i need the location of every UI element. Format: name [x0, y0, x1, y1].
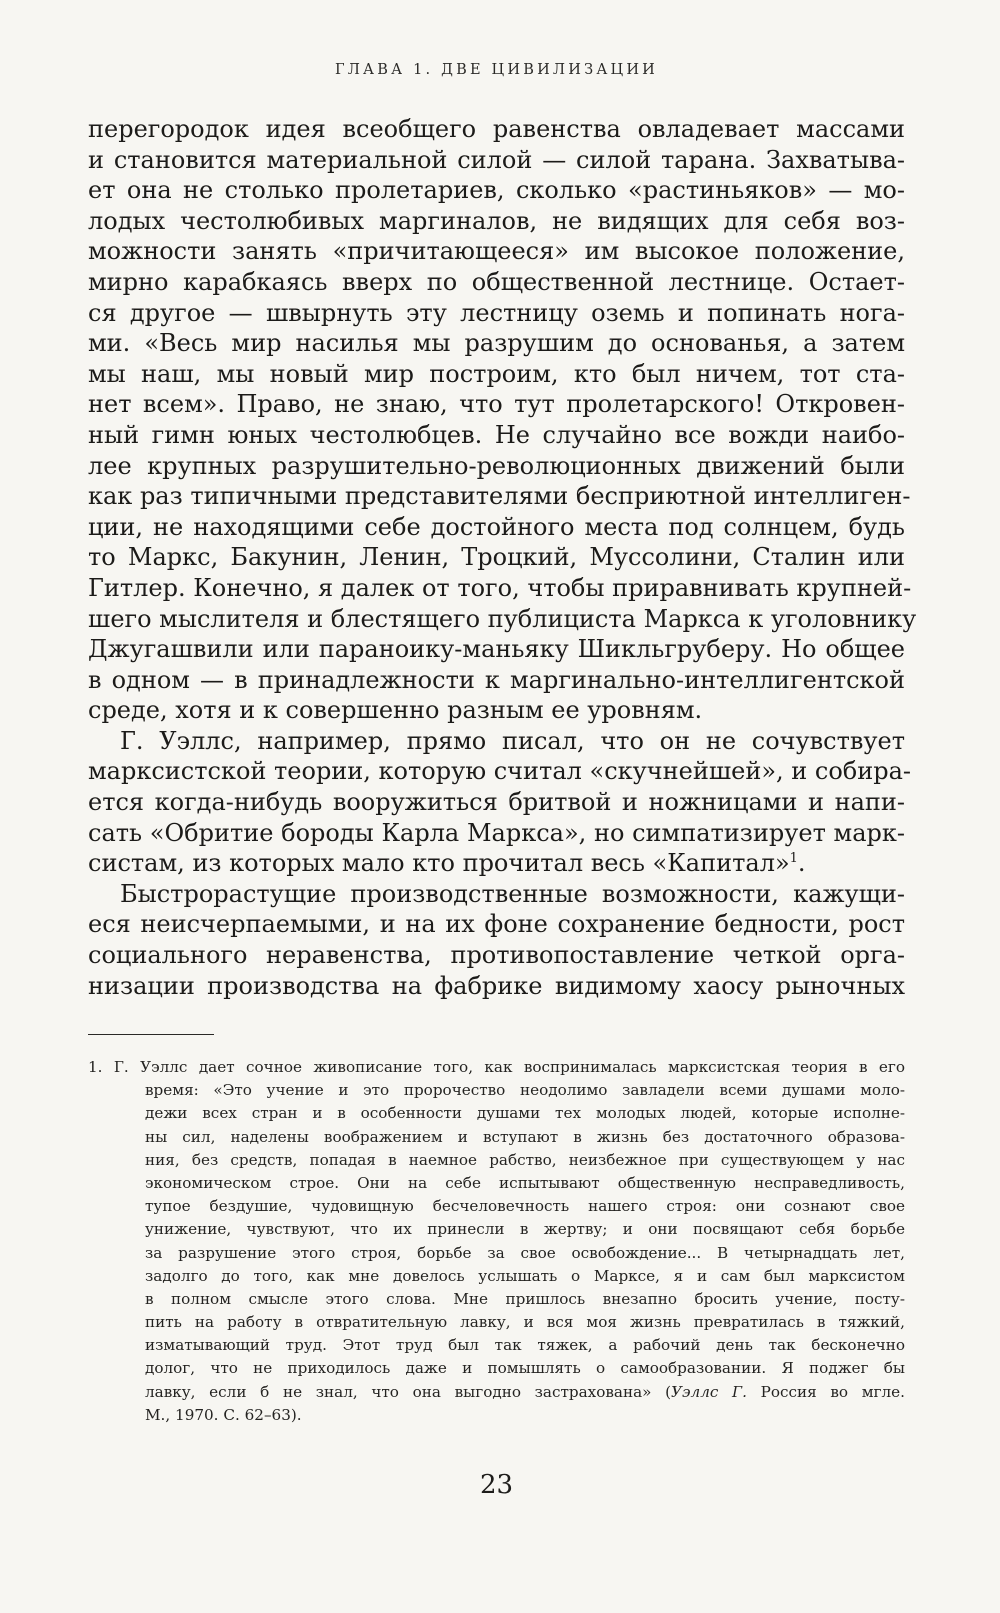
- footnote-line: в полном смысле этого слова. Мне пришлось внезапно бросить учение, посту-: [145, 1289, 905, 1308]
- text-line: то Маркс, Бакунин, Ленин, Троцкий, Муссолини, Сталин или: [88, 543, 905, 572]
- text-line: лее крупных разрушительно-революционных движений были: [88, 451, 905, 480]
- footnote-line: дежи всех стран и в особенности душами тех молодых людей, которые исполне-: [145, 1104, 905, 1123]
- text-line: Быстрорастущие производственные возможности, кажущи-: [120, 879, 905, 908]
- footnote-line: задолго до того, как мне довелось услышать о Марксе, я и сам был марксистом: [145, 1266, 905, 1285]
- text-line: как раз типичными представителями бесприютной интеллиген-: [88, 482, 911, 511]
- text-line: сать «Обритие бороды Карла Маркса», но симпатизирует марк-: [88, 818, 905, 847]
- footnote-line: унижение, чувствуют, что их принесли в жертву; и они посвящают себя борьбе: [145, 1220, 905, 1239]
- text-line: ется когда-нибудь вооружиться бритвой и ножницами и напи-: [88, 788, 905, 817]
- footnote-line: время: «Это учение и это пророчество неодолимо завладели всеми душами моло-: [145, 1081, 905, 1100]
- text-line-with-footnote-ref: систам, из которых мало кто прочитал весь «Капитал»$^1$.: [88, 849, 806, 878]
- footnote-text: лавку, если б не знал, что она выгодно застрахована» (: [145, 1382, 672, 1401]
- text-line: в одном — в принадлежности к маргинально-интеллигентской: [88, 665, 905, 694]
- text-line: Г. Уэллс, например, прямо писал, что он не сочувствует: [120, 726, 905, 755]
- text-line: Джугашвили или параноику-маньяку Шикльгруберу. Но общее: [88, 635, 905, 664]
- main-text: [88, 114, 917, 1001]
- text-line: Гитлер. Конечно, я далек от того, чтобы приравнивать крупней-: [88, 573, 912, 602]
- text-line: ный гимн юных честолюбцев. Не случайно все вожди наибо-: [88, 420, 905, 449]
- footnote-line: ния, без средств, попадая в наемное рабство, неизбежное при существующем у нас: [145, 1150, 905, 1169]
- text-line: перегородок идея всеобщего равенства овладевает массами: [88, 115, 905, 143]
- page-number: 23: [479, 1470, 514, 1500]
- footnote-line: пить на работу в отвратительную лавку, и вся моя жизнь превратилась в тяжкий,: [145, 1313, 905, 1332]
- text-line: марксистской теории, которую считал «скучнейшей», и собира-: [88, 757, 912, 786]
- footnote-line: ны сил, наделены воображением и вступают в жизнь без достаточного образова-: [145, 1127, 905, 1146]
- footnote-separator: [88, 1034, 214, 1035]
- text-line: социального неравенства, противопоставление четкой орга-: [88, 941, 905, 970]
- text-line: мирно карабкаясь вверх по общественной лестнице. Остает-: [88, 267, 905, 296]
- footnote-line: [88, 1381, 905, 1404]
- text-line: можности занять «причитающееся» им высокое положение,: [88, 237, 905, 266]
- footnote: [88, 1056, 905, 1427]
- footnote-line: изматывающий труд. Этот труд был так тяжек, а рабочий день так бесконечно: [145, 1336, 905, 1355]
- footnote-reference[interactable]: 1: [789, 851, 798, 867]
- text-line: нет всем». Право, не знаю, что тут пролетарского! Откровен-: [88, 390, 905, 419]
- text-line: шего мыслителя и блестящего публициста Маркса к уголовнику: [88, 604, 917, 633]
- running-head: ГЛАВА 1. ДВЕ ЦИВИЛИЗАЦИИ: [334, 62, 659, 78]
- text-line: мы наш, мы новый мир построим, кто был ничем, тот ста-: [88, 359, 905, 388]
- footnote-line: тупое бездушие, чудовищную бесчеловечность нашего строя: они сознают свое: [145, 1197, 905, 1216]
- text-fragment: систам, из которых мало кто прочитал весь «Капитал»: [88, 849, 790, 878]
- footnote-line: за разрушение этого строя, борьбе за свое освобождение... В четырнадцать лет,: [145, 1243, 905, 1262]
- footnote-line: 1. Г. Уэллс дает сочное живописание того, как воспринималась марксистская теория в его: [88, 1058, 905, 1076]
- footnote-line: долог, что не приходилось даже и помышлять о самообразовании. Я поджег бы: [145, 1359, 905, 1378]
- text-line: ции, не находящими себе достойного места под солнцем, будь: [88, 512, 905, 541]
- footnote-line: М., 1970. С. 62–63).: [145, 1405, 302, 1424]
- footnote-citation-author: Уэллс Г.: [671, 1382, 747, 1401]
- footnote-text: Россия во мгле.: [746, 1382, 905, 1401]
- text-line: ми. «Весь мир насилья мы разрушим до основанья, а затем: [88, 329, 905, 358]
- text-line: лодых честолюбивых маргиналов, не видящих для себя воз-: [88, 206, 905, 235]
- text-line: еся неисчерпаемыми, и на их фоне сохранение бедности, рост: [88, 910, 905, 939]
- text-line: среде, хотя и к совершенно разным ее уровням.: [88, 696, 703, 725]
- text-line: ет она не столько пролетариев, сколько «растиньяков» — мо-: [88, 176, 905, 205]
- text-line: ся другое — швырнуть эту лестницу оземь и попинать нога-: [88, 298, 905, 327]
- footnote-line: экономическом строе. Они на себе испытывают общественную несправедливость,: [145, 1173, 905, 1192]
- text-line: и становится материальной силой — силой тарана. Захватыва-: [88, 145, 905, 174]
- book-page: [88, 0, 917, 1613]
- text-line: низации производства на фабрике видимому хаосу рыночных: [88, 971, 905, 1000]
